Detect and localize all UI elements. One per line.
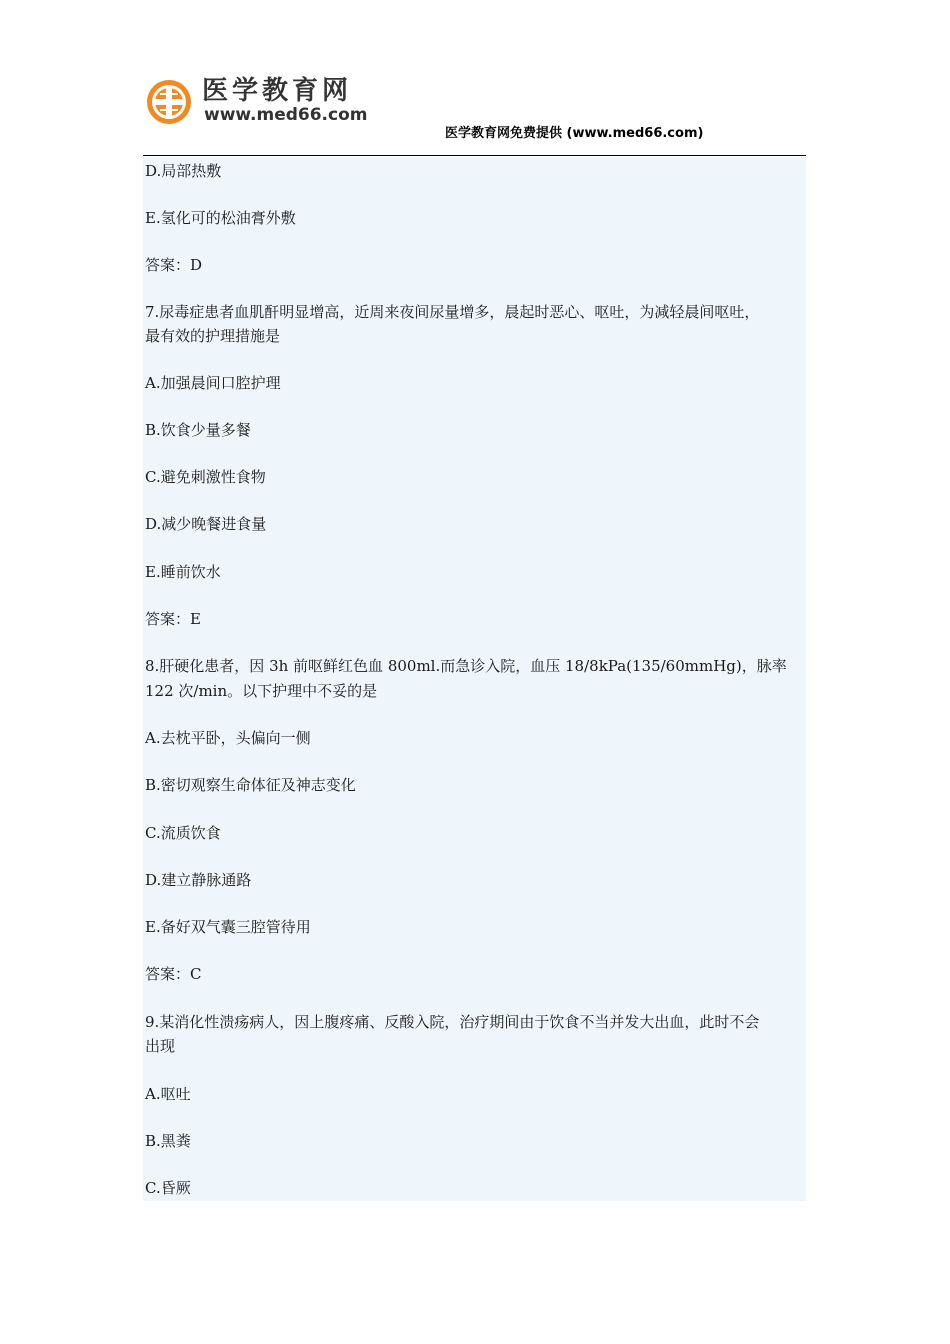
logo-url: www.med66.com	[204, 105, 368, 125]
option-line: A.去枕平卧，头偏向一侧	[145, 729, 311, 747]
answer-line: 答案：E	[145, 610, 201, 628]
option-line: B.黑粪	[145, 1132, 191, 1150]
option-line: D.建立静脉通路	[145, 871, 252, 889]
site-logo[interactable]	[146, 76, 368, 128]
logo-title: 医学教育网	[202, 76, 353, 106]
header-divider	[143, 155, 806, 156]
option-line: D.减少晚餐进食量	[145, 515, 267, 533]
answer-line: 答案：D	[145, 256, 203, 274]
question-content	[143, 157, 806, 1201]
option-line: E.氢化可的松油膏外敷	[145, 209, 296, 227]
option-line: C.避免刺激性食物	[145, 468, 266, 486]
header-provider-text: 医学教育网免费提供 (www.med66.com)	[445, 126, 704, 141]
option-line: E.备好双气囊三腔管待用	[145, 918, 311, 936]
question-text: 出现	[145, 1037, 176, 1055]
option-line: A.呕吐	[145, 1085, 191, 1103]
option-line: D.局部热敷	[145, 162, 222, 180]
question-text: 最有效的护理措施是	[145, 327, 281, 345]
option-line: A.加强晨间口腔护理	[145, 374, 281, 392]
option-line: E.睡前饮水	[145, 563, 221, 581]
option-line: C.昏厥	[145, 1179, 191, 1197]
option-line: B.饮食少量多餐	[145, 421, 251, 439]
option-line: C.流质饮食	[145, 824, 221, 842]
question-text: 9.某消化性溃疡病人，因上腹疼痛、反酸入院，治疗期间由于饮食不当并发大出血，此时不会	[145, 1013, 760, 1031]
answer-line: 答案：C	[145, 965, 202, 983]
question-text: 8.肝硬化患者，因 3h 前呕鲜红色血 800ml.而急诊入院，血压 18/8kPa(135/60mmHg)，脉率	[145, 657, 787, 675]
question-text: 122 次/min。以下护理中不妥的是	[145, 682, 378, 700]
question-text: 7.尿毒症患者血肌酐明显增高，近周来夜间尿量增多，晨起时恶心、呕吐，为减轻晨间呕吐，	[145, 303, 760, 321]
med66-logo-icon	[146, 79, 192, 125]
option-line: B.密切观察生命体征及神志变化	[145, 776, 356, 794]
